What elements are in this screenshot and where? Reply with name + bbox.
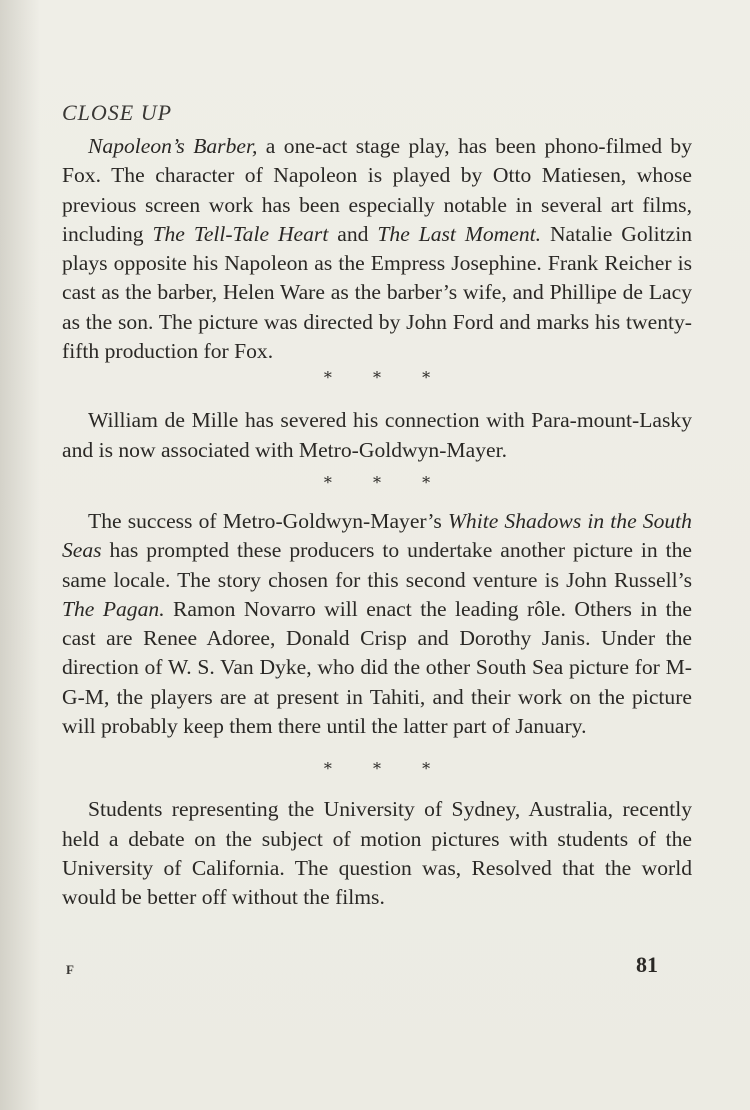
text-run: has prompted these producers to undertake another picture in the same locale. The story chosen for this second venture is John Russell’s [62,538,692,592]
section-separator: * * * [323,759,449,779]
paragraph-sydney-debate [62,795,692,912]
italic-title: The Tell-Tale Heart [152,221,329,246]
section-separator: * * * [323,368,449,388]
text-run: The success of Metro-Goldwyn-Mayer’s [88,508,448,533]
signature-mark: F [66,962,74,977]
running-head: CLOSE UP [62,100,173,125]
text-run: and [328,221,378,246]
body-text [62,132,692,913]
paragraph-the-pagan [62,507,692,741]
paragraph-napoleons-barber [62,132,692,366]
paragraph-william-de-mille [62,406,692,465]
page-number: 81 [636,952,658,977]
section-separator: * * * [323,472,449,492]
text-run: Students representing the University of Sydney, Australia, recently held a debate on the subject of motion pictures with students of the University of California. The question was, Resolved that the world would be better off without the films. [62,797,692,910]
italic-title: Napoleon’s Barber, [88,134,258,158]
italic-title: White Shadows in the South Seas [62,508,692,563]
text-run: Natalie Golitzin plays opposite his Napoleon as the Empress Josephine. Frank Reicher is cast as the barber, Helen Ware as the barber’s wife, and Phillipe de Lacy as the son. The picture was directed by John Ford and marks his twenty-fifth production for Fox. [62,221,692,364]
text-run: William de Mille has severed his connection with Para-mount-Lasky and is now associated with Metro-Goldwyn-Mayer. [62,408,692,462]
text-run: Ramon Novarro will enact the leading rôle. Others in the cast are Renee Adoree, Donald Crisp and Dorothy Janis. Under the direction of W. S. Van Dyke, who did the other South Sea picture for M-G-M, the players are at present in Tahiti, and their work on the picture will probably keep them there until the latter part of January. [62,596,692,739]
text-run: a one-act stage play, has been phono-filmed by Fox. The character of Napoleon is played by Otto Matiesen, whose previous screen work has been especially notable in several art films, including [62,134,692,246]
italic-title: The Pagan. [62,596,165,621]
italic-title: The Last Moment. [377,221,542,246]
